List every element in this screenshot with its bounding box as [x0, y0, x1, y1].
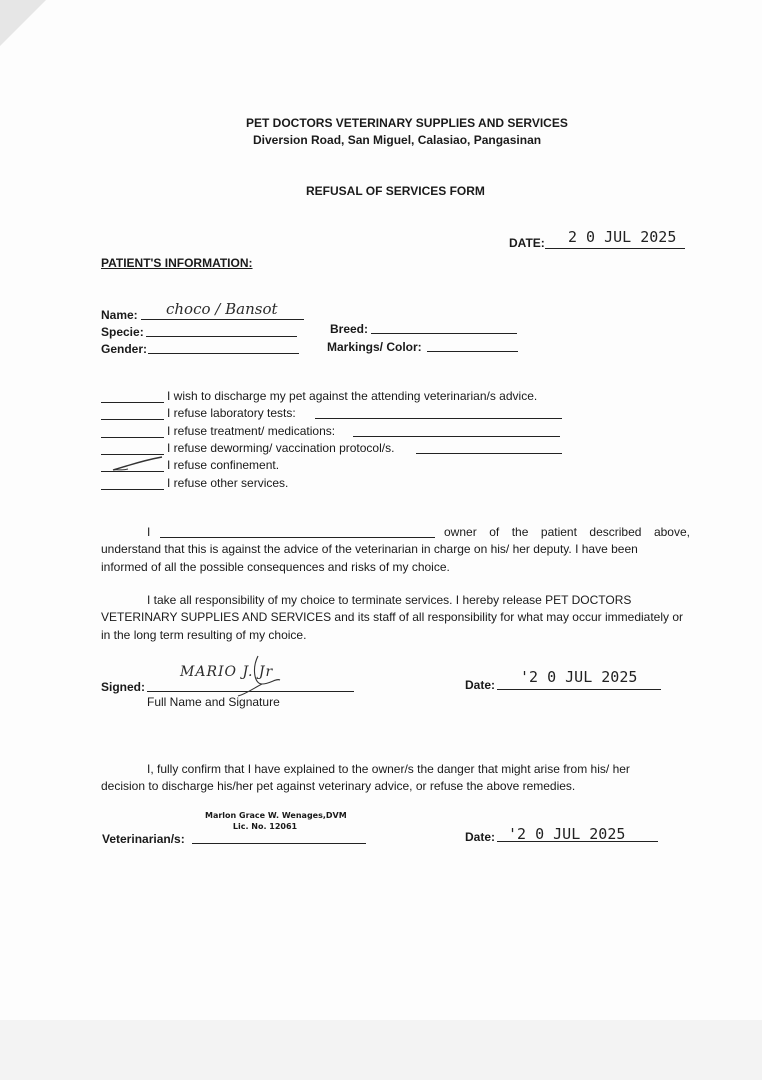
option-text-6: I refuse other services.: [167, 476, 289, 490]
option-detail-line-4[interactable]: [416, 453, 562, 454]
signature-flourish-icon: [236, 654, 296, 698]
vet-stamp-license: Lic. No. 12061: [232, 822, 298, 831]
patient-section-label: PATIENT'S INFORMATION:: [101, 256, 253, 270]
company-name: PET DOCTORS VETERINARY SUPPLIES AND SERVICES: [246, 116, 568, 130]
owner-date-value[interactable]: '2 0 JUL 2025: [520, 668, 638, 686]
responsibility-line-3: in the long term resulting of my choice.: [101, 628, 307, 642]
signed-label: Signed:: [101, 680, 145, 694]
option-text-4: I refuse deworming/ vaccination protocol/s.: [167, 441, 395, 455]
date-top-value[interactable]: 2 0 JUL 2025: [568, 228, 677, 246]
vet-stamp-name: Marlon Grace W. Wenages,DVM: [205, 811, 347, 820]
vet-confirm-line-2: decision to discharge his/her pet against veterinary advice, or refuse the above remedies.: [101, 779, 576, 793]
form-title: REFUSAL OF SERVICES FORM: [306, 184, 485, 198]
date-top-line: [545, 248, 685, 249]
name-line: [141, 319, 304, 320]
owner-date-line: [497, 689, 661, 690]
company-address: Diversion Road, San Miguel, Calasiao, Pangasinan: [253, 133, 542, 147]
option-blank-1[interactable]: [101, 402, 164, 403]
check-mark-icon: [110, 455, 166, 475]
option-detail-line-2[interactable]: [315, 418, 562, 419]
markings-line[interactable]: [427, 351, 518, 352]
name-value[interactable]: choco / Bansot: [166, 300, 278, 318]
vet-date-label: Date:: [465, 830, 496, 844]
vet-stamp: [205, 810, 347, 832]
specie-label: Specie:: [101, 325, 144, 339]
statement-owner-tail: owner of the patient described above,: [444, 525, 690, 539]
vet-date-value[interactable]: '2 0 JUL 2025: [508, 825, 626, 843]
name-label: Name:: [101, 308, 138, 322]
option-detail-line-3[interactable]: [353, 436, 560, 437]
option-text-3: I refuse treatment/ medications:: [167, 424, 336, 438]
scan-bottom-margin: [0, 1020, 762, 1080]
breed-label: Breed:: [330, 322, 369, 336]
responsibility-line-2: VETERINARY SUPPLIES AND SERVICES and its staff of all responsibility for what may occur immediately or: [101, 610, 684, 624]
statement-line-2: understand that this is against the advice of the veterinarian in charge on his/ her deputy. I have been: [101, 542, 638, 556]
specie-line[interactable]: [146, 336, 297, 337]
gender-label: Gender:: [101, 342, 148, 356]
option-blank-3[interactable]: [101, 437, 164, 438]
statement-line-3: informed of all the possible consequences and risks of my choice.: [101, 560, 450, 574]
responsibility-line-1: I take all responsibility of my choice to terminate services. I hereby release PET DOCTORS: [147, 593, 632, 607]
owner-date-label: Date:: [465, 678, 496, 692]
option-blank-2[interactable]: [101, 419, 164, 420]
markings-label: Markings/ Color:: [327, 340, 422, 354]
option-text-2: I refuse laboratory tests:: [167, 406, 296, 420]
owner-signature[interactable]: MARIO J. Jr: [180, 664, 274, 680]
option-text-5: I refuse confinement.: [167, 458, 280, 472]
option-text-1: I wish to discharge my pet against the attending veterinarian/s advice.: [167, 389, 538, 403]
folded-corner: [0, 0, 46, 46]
owner-name-line[interactable]: [160, 537, 435, 538]
vet-confirm-line-1: I, fully confirm that I have explained to the owner/s the danger that might arise from his/ her: [147, 762, 630, 776]
option-blank-6[interactable]: [101, 489, 164, 490]
date-top-label: DATE:: [509, 236, 545, 250]
breed-line[interactable]: [371, 333, 517, 334]
veterinarian-line[interactable]: [192, 843, 366, 844]
gender-line[interactable]: [148, 353, 299, 354]
full-name-signature-label: Full Name and Signature: [147, 695, 280, 709]
statement-i: I: [147, 525, 151, 539]
veterinarian-label: Veterinarian/s:: [102, 832, 185, 846]
